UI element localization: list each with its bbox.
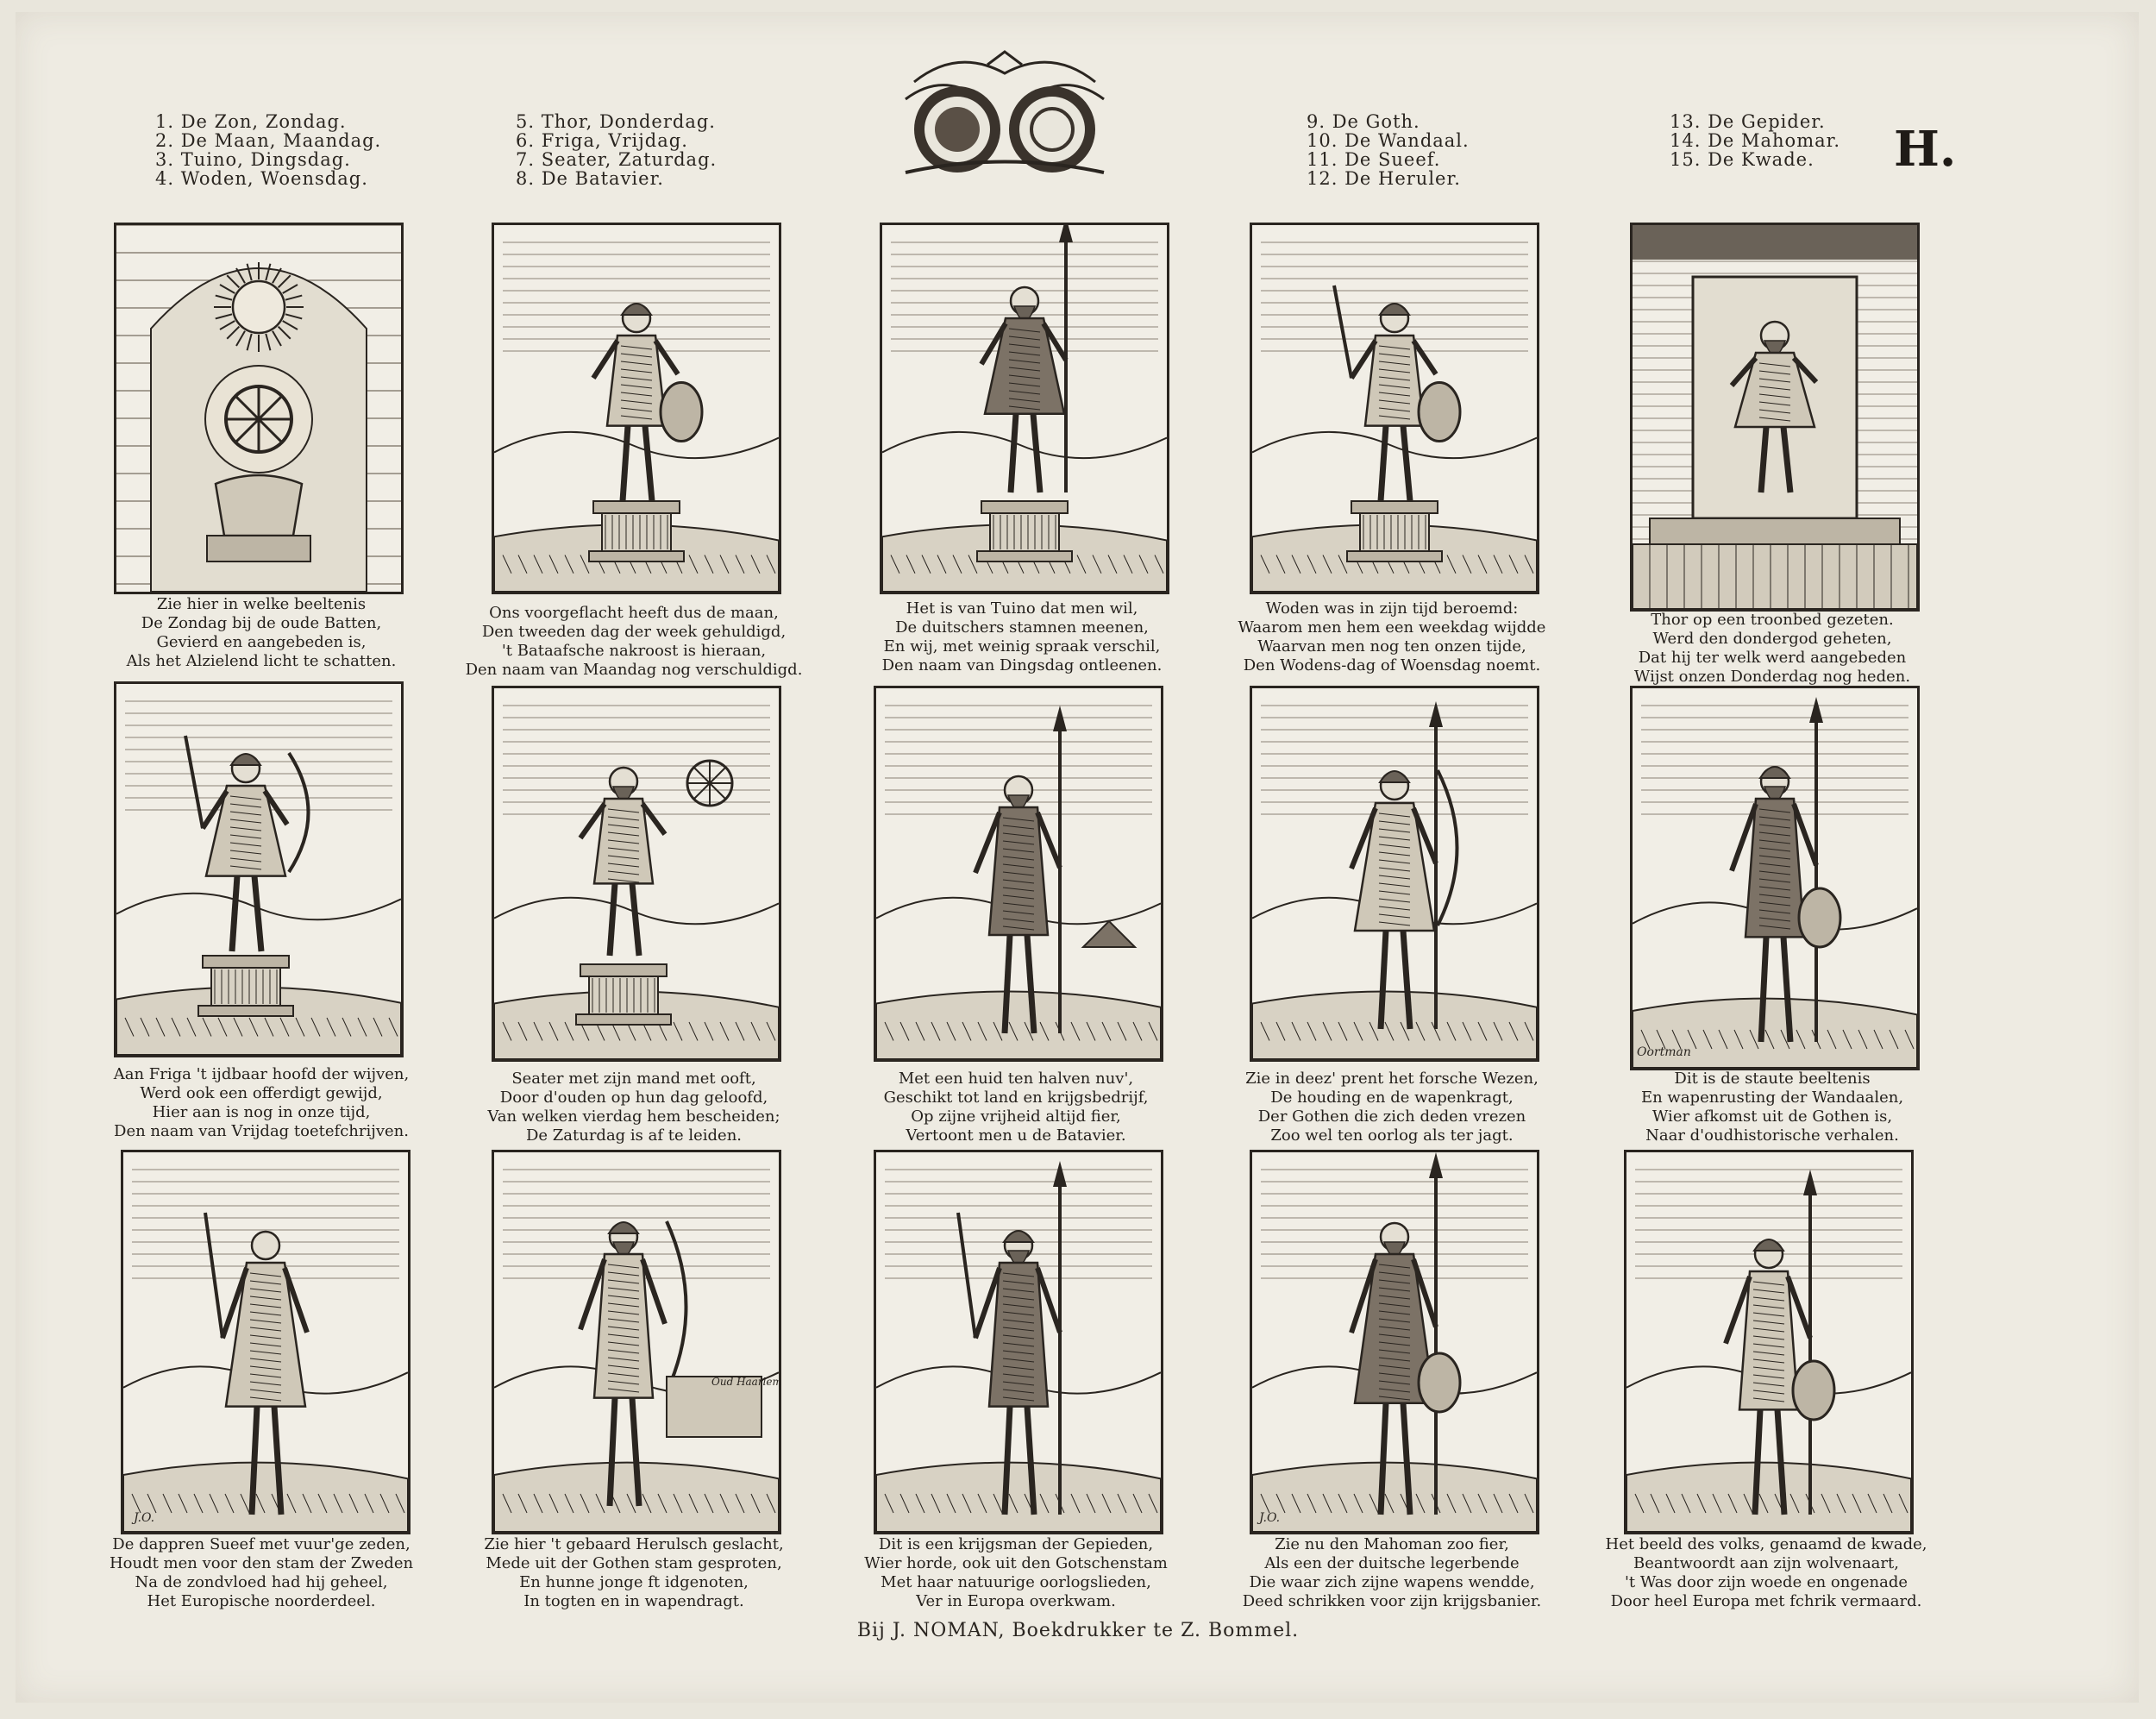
verse-line: Van welken vierdag hem bescheiden;	[487, 1107, 780, 1126]
verse-sueef	[80, 1535, 442, 1611]
engraver-mark: J.O.	[1259, 1511, 1281, 1525]
medallion-vignette-icon	[888, 47, 1121, 181]
verse-line: En hunne jonge ft idgenoten,	[519, 1573, 749, 1591]
verse-line: Werd den dondergod geheten,	[1652, 630, 1892, 648]
verse-seater	[453, 1070, 815, 1145]
panel-sueef	[121, 1150, 411, 1534]
verse-line: Wijst onzen Donderdag nog heden.	[1633, 668, 1911, 686]
verse-line: Waarom men hem een weekdag wijdde	[1238, 618, 1546, 637]
verse-line: Die waar zich zijne wapens wendde,	[1249, 1573, 1535, 1591]
verse-line: Zoo wel ten oorlog als ter jagt.	[1270, 1126, 1514, 1145]
verse-line: Dat hij ter welk werd aangebeden	[1638, 649, 1907, 667]
index-entry: 15. De Kwade.	[1670, 149, 1814, 170]
index-column-4	[1670, 112, 1840, 169]
verse-line: Met haar natuurige oorlogslieden,	[881, 1573, 1151, 1591]
panel-batavier	[874, 686, 1163, 1062]
panel-seater	[492, 686, 781, 1062]
verse-mahomar	[1211, 1535, 1573, 1611]
verse-line: Het is van Tuino dat men wil,	[906, 599, 1138, 618]
verse-line: Deed schrikken voor zijn krijgsbanier.	[1242, 1592, 1542, 1610]
verse-line: Beantwoordt aan zijn wolvenaart,	[1633, 1554, 1899, 1572]
verse-line: Na de zondvloed had hij geheel,	[135, 1573, 388, 1591]
verse-line: Waarvan men nog ten onzen tijde,	[1257, 637, 1526, 656]
sheet-letter: H.	[1894, 121, 1957, 178]
index-column-2	[516, 112, 717, 188]
engraver-mark: J.O.	[134, 1511, 155, 1525]
verse-line: Aan Friga 't ijdbaar hoofd der wijven,	[113, 1065, 410, 1083]
panel-kwade	[1624, 1150, 1914, 1534]
verse-line: In togten en in wapendragt.	[523, 1592, 744, 1610]
panel-woden	[1250, 223, 1539, 594]
panel-thor	[1630, 223, 1920, 612]
verse-line: Met een huid ten halven nuv',	[898, 1070, 1134, 1088]
verse-line: Mede uit der Gothen stam gesproten,	[486, 1554, 782, 1572]
verse-line: Door d'ouden op hun dag geloofd,	[499, 1088, 768, 1107]
index-column-1	[155, 112, 381, 188]
verse-line: Hier aan is nog in onze tijd,	[152, 1103, 371, 1121]
verse-wandaal	[1591, 1070, 1953, 1145]
panel-friga	[114, 681, 404, 1057]
verse-kwade	[1585, 1535, 1947, 1611]
panel-mahomar	[1250, 1150, 1539, 1534]
index-entry: 2. De Maan, Maandag.	[155, 130, 382, 151]
index-entry: 14. De Mahomar.	[1670, 130, 1841, 151]
index-entry: 6. Friga, Vrijdag.	[516, 130, 688, 151]
verse-line: Ons voorgeflacht heeft dus de maan,	[489, 604, 779, 622]
index-entry: 13. De Gepider.	[1670, 111, 1826, 132]
verse-line: Woden was in zijn tijd beroemd:	[1265, 599, 1519, 618]
panel-gepider	[874, 1150, 1163, 1534]
index-entry: 5. Thor, Donderdag.	[516, 111, 716, 132]
index-entry: 7. Seater, Zaturdag.	[516, 149, 718, 170]
panel-heruler	[492, 1150, 781, 1534]
engraver-mark: Oortman	[1637, 1045, 1691, 1059]
verse-line: Op zijne vrijheid altijd fier,	[911, 1107, 1121, 1126]
verse-line: Geschikt tot land en krijgsbedrijf,	[883, 1088, 1149, 1107]
verse-line: Wier afkomst uit de Gothen is,	[1651, 1107, 1893, 1126]
index-entry: 3. Tuino, Dingsdag.	[155, 149, 351, 170]
verse-line: De duitschers stamnen meenen,	[895, 618, 1149, 637]
verse-zon	[80, 595, 442, 671]
verse-batavier	[835, 1070, 1197, 1145]
verse-line: Seater met zijn mand met ooft,	[511, 1070, 756, 1088]
index-entry: 1. De Zon, Zondag.	[155, 111, 347, 132]
verse-line: De Zaturdag is af te leiden.	[525, 1126, 743, 1145]
verse-line: Zie nu den Mahoman zoo fier,	[1275, 1535, 1509, 1553]
verse-line: Houdt men voor den stam der Zweden	[109, 1554, 414, 1572]
place-mark: Oud Haarlem	[711, 1376, 782, 1388]
verse-line: Als het Alzielend licht te schatten.	[126, 652, 397, 670]
verse-line: Zie hier 't gebaard Herulsch geslacht,	[484, 1535, 784, 1553]
verse-line: Het beeld des volks, genaamd de kwade,	[1605, 1535, 1927, 1553]
verse-line: Den naam van Vrijdag toetefchrijven.	[114, 1122, 409, 1140]
verse-thor	[1591, 611, 1953, 687]
index-entry: 9. De Goth.	[1307, 111, 1420, 132]
verse-friga	[80, 1065, 442, 1141]
verse-line: Zie in deez' prent het forsche Wezen,	[1245, 1070, 1539, 1088]
verse-line: Door heel Europa met fchrik vermaard.	[1610, 1592, 1922, 1610]
verse-line: En wij, met weinig spraak verschil,	[883, 637, 1161, 656]
verse-tuino	[841, 599, 1203, 675]
panel-tuino	[880, 223, 1169, 594]
verse-line: Dit is de staute beeltenis	[1674, 1070, 1871, 1088]
verse-line: 't Was door zijn woede en ongenade	[1624, 1573, 1908, 1591]
index-entry: 11. De Sueef.	[1307, 149, 1441, 170]
verse-line: Wier horde, ook uit den Gotschenstam	[864, 1554, 1168, 1572]
index-entry: 8. De Batavier.	[516, 168, 664, 189]
verse-line: 't Bataafsche nakroost is hieraan,	[501, 642, 767, 660]
verse-line: Den naam van Maandag nog verschuldigd.	[465, 661, 803, 679]
verse-line: De Zondag bij de oude Batten,	[141, 614, 382, 632]
verse-heruler	[453, 1535, 815, 1611]
verse-line: De dappren Sueef met vuur'ge zeden,	[112, 1535, 411, 1553]
verse-line: De houding en de wapenkragt,	[1270, 1088, 1514, 1107]
printer-imprint: Bij J. NOMAN, Boekdrukker te Z. Bommel.	[856, 1620, 1300, 1641]
index-entry: 4. Woden, Woensdag.	[155, 168, 368, 189]
verse-line: Naar d'oudhistorische verhalen.	[1645, 1126, 1899, 1145]
panel-zon	[114, 223, 404, 594]
verse-line: Der Gothen die zich deden vrezen	[1257, 1107, 1526, 1126]
panel-goth	[1250, 686, 1539, 1062]
verse-line: Als een der duitsche legerbende	[1264, 1554, 1520, 1572]
panel-wandaal	[1630, 686, 1920, 1070]
verse-line: Ver in Europa overkwam.	[916, 1592, 1116, 1610]
verse-woden	[1211, 599, 1573, 675]
verse-line: Den Wodens-dag of Woensdag noemt.	[1243, 656, 1541, 674]
verse-goth	[1211, 1070, 1573, 1145]
verse-line: En wapenrusting der Wandaalen,	[1640, 1088, 1904, 1107]
verse-line: Gevierd en aangebeden is,	[156, 633, 367, 651]
index-entry: 12. De Heruler.	[1307, 168, 1461, 189]
verse-line: Dit is een krijgsman der Gepieden,	[878, 1535, 1154, 1553]
verse-gepider	[835, 1535, 1197, 1611]
index-column-3	[1307, 112, 1470, 188]
verse-line: Het Europische noorderdeel.	[147, 1592, 376, 1610]
panel-maan	[492, 223, 781, 594]
verse-line: Thor op een troonbed gezeten.	[1651, 611, 1894, 629]
verse-line: Den naam van Dingsdag ontleenen.	[881, 656, 1163, 674]
verse-line: Zie hier in welke beeltenis	[156, 595, 367, 613]
verse-line: Werd ook een offerdigt gewijd,	[140, 1084, 383, 1102]
index-entry: 10. De Wandaal.	[1307, 130, 1470, 151]
verse-maan	[453, 604, 815, 680]
verse-line: Den tweeden dag der week gehuldigd,	[481, 623, 787, 641]
verse-line: Vertoont men u de Batavier.	[906, 1126, 1126, 1145]
